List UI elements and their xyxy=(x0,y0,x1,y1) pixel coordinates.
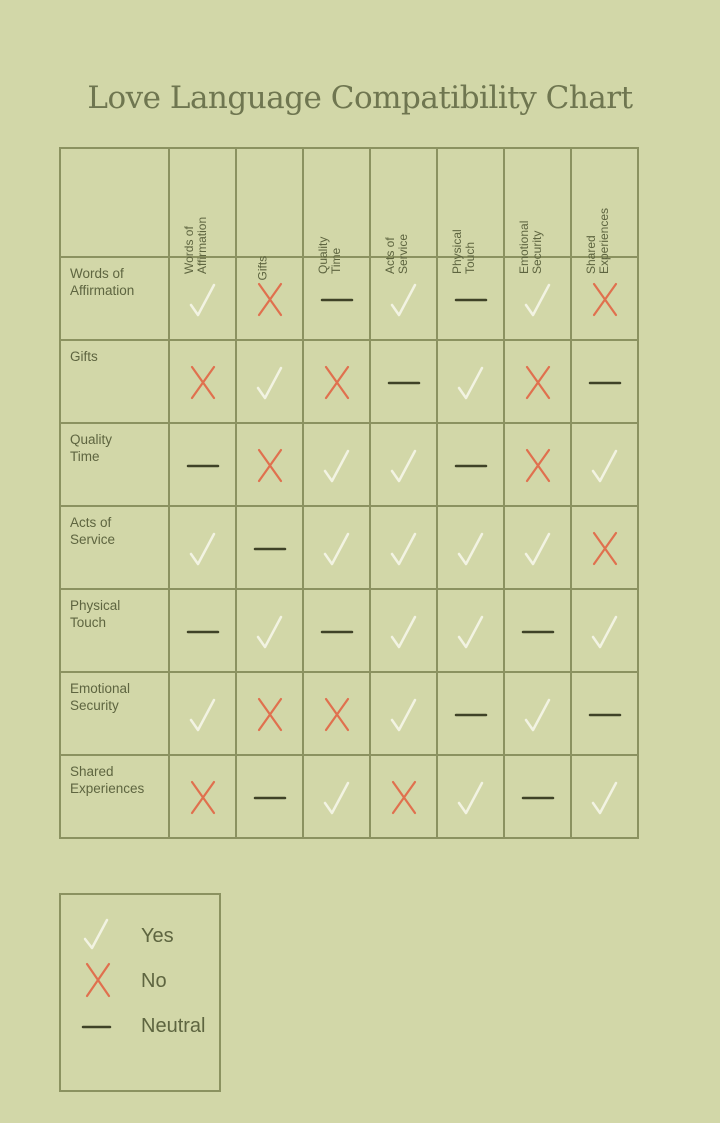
grid-cell-no xyxy=(370,755,437,838)
column-header-label: Physical Touch xyxy=(449,229,477,274)
cross-icon xyxy=(79,960,123,1000)
dash-icon xyxy=(79,1005,123,1045)
dash-icon xyxy=(585,692,625,736)
column-header xyxy=(437,148,504,274)
grid-cell-yes xyxy=(437,506,504,589)
column-header xyxy=(303,148,370,274)
check-icon xyxy=(585,775,625,819)
grid-cell-no xyxy=(303,672,370,755)
dash-icon xyxy=(518,609,558,653)
grid-cell-neutral xyxy=(303,589,370,672)
check-icon xyxy=(518,526,558,570)
legend-item-neutral xyxy=(79,1005,219,1045)
grid-cell-yes xyxy=(437,340,504,423)
compatibility-grid xyxy=(59,147,639,839)
grid-cell-yes xyxy=(370,589,437,672)
check-icon xyxy=(518,692,558,736)
grid-cell-no xyxy=(504,340,571,423)
corner-cell xyxy=(60,148,169,257)
grid-cell-neutral xyxy=(169,423,236,506)
grid-cell-yes xyxy=(370,423,437,506)
grid-cell-yes xyxy=(169,672,236,755)
dash-icon xyxy=(317,277,357,321)
grid-cell-yes xyxy=(571,755,638,838)
legend-item-yes xyxy=(79,915,219,955)
cross-icon xyxy=(183,360,223,404)
row-header xyxy=(60,589,169,672)
legend xyxy=(59,893,221,1092)
dash-icon xyxy=(183,609,223,653)
grid-cell-yes xyxy=(504,672,571,755)
row-header xyxy=(60,340,169,423)
row-header-label: Gifts xyxy=(70,349,98,364)
grid-cell-neutral xyxy=(571,672,638,755)
dash-icon xyxy=(585,360,625,404)
grid-cell-no xyxy=(571,257,638,340)
check-icon xyxy=(451,526,491,570)
check-icon xyxy=(79,915,123,955)
grid-cell-yes xyxy=(303,506,370,589)
column-header xyxy=(504,148,571,274)
check-icon xyxy=(183,526,223,570)
cross-icon xyxy=(518,360,558,404)
row-header xyxy=(60,257,169,340)
grid-cell-yes xyxy=(370,506,437,589)
row-header xyxy=(60,755,169,838)
row-header-label: Emotional Security xyxy=(70,681,131,713)
grid-cell-neutral xyxy=(504,755,571,838)
check-icon xyxy=(585,609,625,653)
row-header-label: Shared Experiences xyxy=(70,764,145,796)
check-icon xyxy=(451,775,491,819)
check-icon xyxy=(183,692,223,736)
column-header xyxy=(370,148,437,274)
legend-item-no xyxy=(79,960,219,1000)
grid-row xyxy=(60,340,638,423)
dash-icon xyxy=(451,277,491,321)
grid-row xyxy=(60,506,638,589)
check-icon xyxy=(384,609,424,653)
check-icon xyxy=(384,277,424,321)
dash-icon xyxy=(451,692,491,736)
grid-cell-neutral xyxy=(236,755,303,838)
row-header xyxy=(60,423,169,506)
cross-icon xyxy=(317,360,357,404)
grid-cell-neutral xyxy=(571,340,638,423)
grid-row xyxy=(60,257,638,340)
column-header xyxy=(169,148,236,274)
grid-cell-no xyxy=(236,423,303,506)
column-header xyxy=(571,148,638,274)
grid-row xyxy=(60,755,638,838)
check-icon xyxy=(384,692,424,736)
grid-cell-yes xyxy=(571,423,638,506)
grid-cell-yes xyxy=(437,755,504,838)
cross-icon xyxy=(518,443,558,487)
cross-icon xyxy=(585,526,625,570)
check-icon xyxy=(451,609,491,653)
grid-cell-yes xyxy=(370,672,437,755)
row-header-label: Quality Time xyxy=(70,432,113,464)
grid-cell-neutral xyxy=(437,672,504,755)
grid-cell-neutral xyxy=(437,423,504,506)
grid-row xyxy=(60,589,638,672)
grid-cell-yes xyxy=(236,340,303,423)
check-icon xyxy=(451,360,491,404)
dash-icon xyxy=(250,775,290,819)
grid-cell-neutral xyxy=(303,257,370,340)
column-header xyxy=(236,148,303,281)
column-header-label: Gifts xyxy=(255,255,270,281)
dash-icon xyxy=(317,609,357,653)
grid-row xyxy=(60,423,638,506)
check-icon xyxy=(317,775,357,819)
grid-cell-no xyxy=(169,340,236,423)
grid-cell-no xyxy=(571,506,638,589)
grid-cell-yes xyxy=(169,506,236,589)
grid-row xyxy=(60,672,638,755)
grid-cell-yes xyxy=(303,755,370,838)
grid-cell-no xyxy=(303,340,370,423)
row-header-label: Words of Affirmation xyxy=(70,266,135,298)
cross-icon xyxy=(250,277,290,321)
grid-cell-yes xyxy=(169,257,236,340)
grid-cell-neutral xyxy=(236,506,303,589)
page-title: Love Language Compatibility Chart xyxy=(87,80,633,116)
column-header-label: Shared Experiences xyxy=(583,207,611,274)
check-icon xyxy=(384,526,424,570)
cross-icon xyxy=(585,277,625,321)
check-icon xyxy=(585,443,625,487)
dash-icon xyxy=(451,443,491,487)
check-icon xyxy=(317,526,357,570)
dash-icon xyxy=(384,360,424,404)
column-header-label: Acts of Service xyxy=(382,233,410,274)
grid-cell-yes xyxy=(571,589,638,672)
grid-cell-no xyxy=(169,755,236,838)
check-icon xyxy=(518,277,558,321)
cross-icon xyxy=(384,775,424,819)
grid-cell-neutral xyxy=(169,589,236,672)
row-header-label: Acts of Service xyxy=(70,515,116,547)
column-header-label: Emotional Security xyxy=(516,220,544,274)
column-header-label: Quality Time xyxy=(315,236,343,274)
grid-cell-no xyxy=(504,423,571,506)
cross-icon xyxy=(317,692,357,736)
check-icon xyxy=(384,443,424,487)
legend-label-yes: Yes xyxy=(141,925,174,947)
grid-cell-neutral xyxy=(504,589,571,672)
grid-cell-yes xyxy=(236,589,303,672)
grid-cell-yes xyxy=(504,257,571,340)
grid-cell-yes xyxy=(504,506,571,589)
check-icon xyxy=(250,360,290,404)
cross-icon xyxy=(183,775,223,819)
header-row xyxy=(60,148,638,257)
dash-icon xyxy=(250,526,290,570)
grid-cell-yes xyxy=(437,589,504,672)
row-header xyxy=(60,672,169,755)
check-icon xyxy=(250,609,290,653)
grid-cell-neutral xyxy=(437,257,504,340)
row-header xyxy=(60,506,169,589)
cross-icon xyxy=(250,443,290,487)
grid-cell-no xyxy=(236,257,303,340)
check-icon xyxy=(183,277,223,321)
grid-cell-no xyxy=(236,672,303,755)
cross-icon xyxy=(250,692,290,736)
grid-cell-yes xyxy=(303,423,370,506)
row-header-label: Physical Touch xyxy=(70,598,121,630)
dash-icon xyxy=(518,775,558,819)
grid-cell-neutral xyxy=(370,340,437,423)
legend-label-neutral: Neutral xyxy=(141,1015,206,1037)
legend-label-no: No xyxy=(141,970,167,992)
dash-icon xyxy=(183,443,223,487)
check-icon xyxy=(317,443,357,487)
column-header-label: Words of Affirmation xyxy=(181,216,209,274)
grid-cell-yes xyxy=(370,257,437,340)
